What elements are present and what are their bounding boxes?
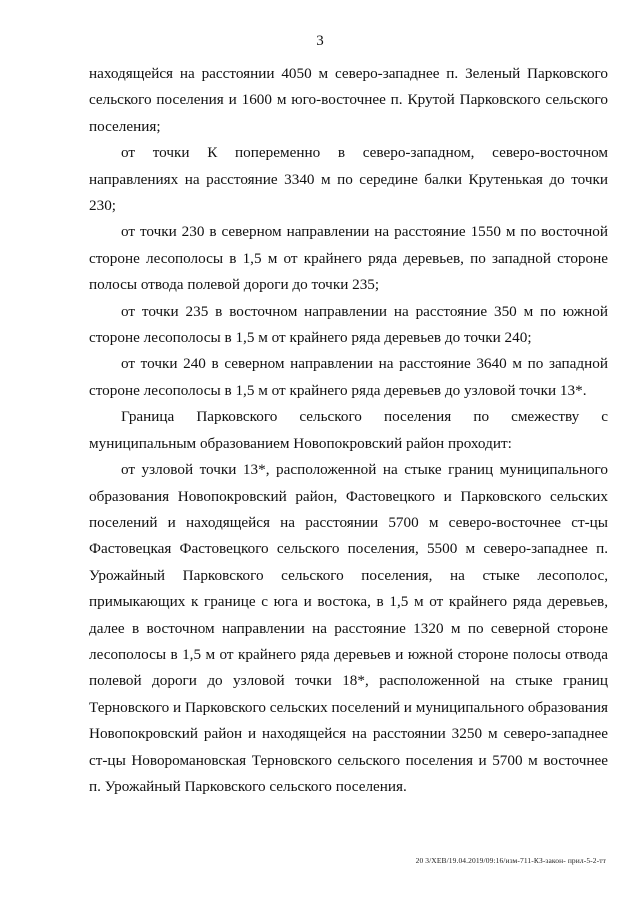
paragraph-boundary-heading: Граница Парковского сельского поселения по смежеству с муниципальным образованием Новопокровский район проходит: xyxy=(89,408,608,452)
paragraph-continuation: находящейся на расстоянии 4050 м северо-западнее п. Зеленый Парковского сельского поселения и 1600 м юго-восточнее п. Крутой Парковского сельского поселения; xyxy=(89,65,608,135)
paragraph-point-230: от точки 230 в северном направлении на расстояние 1550 м по восточной стороне лесополосы в 1,5 м от крайнего ряда деревьев, по западной стороне полосы отвода полевой дороги до точки 235; xyxy=(89,223,608,294)
paragraph-node-13: от узловой точки 13*, расположенной на стыке границ муниципального образования Новопокровский район, Фастовецкого и Парковского сельских поселений и находящейся на расстоянии 5700 м северо-восточнее ст-цы Фастовецкая Фастовецкого сельского поселения, 5500 м северо-западнее п. Урожайный Парковского сельского поселения, на стыке лесополос, примыкающих к границе с юга и востока, в 1,5 м от крайнего ряда деревьев, далее в восточном направлении на расстояние 1320 м по северной стороне лесополосы в 1,5 м от крайнего ряда деревьев и южной стороне полосы отвода полевой дороги до узловой точки 18*, расположенной на стыке границ Терновского и Парковского сельских поселений и муниципального образования Новопокровский район и находящейся на расстоянии 3250 м северо-западнее ст-цы Новоромановская Терновского сельского поселения и 5700 м восточнее п. Урожайный Парковского сельского поселения. xyxy=(89,461,609,795)
document-body xyxy=(89,61,608,800)
paragraph-point-240: от точки 240 в северном направлении на расстояние 3640 м по западной стороне лесополосы в 1,5 м от крайнего ряда деревьев до узловой точки 13*. xyxy=(89,355,608,399)
paragraph-point-235: от точки 235 в восточном направлении на расстояние 350 м по южной стороне лесополосы в 1,5 м от крайнего ряда деревьев до точки 240; xyxy=(89,302,608,347)
paragraph-point-k: от точки К попеременно в северо-западном, северо-восточном направлениях на расстояние 3340 м по середине балки Крутенькая до точки 230; xyxy=(89,144,608,215)
document-footer: 20 3/ХЕВ/19.04.2019/09:16/изм-711-КЗ-закон- прил-5-2-тт xyxy=(415,856,606,865)
page-number: 3 xyxy=(316,33,324,49)
